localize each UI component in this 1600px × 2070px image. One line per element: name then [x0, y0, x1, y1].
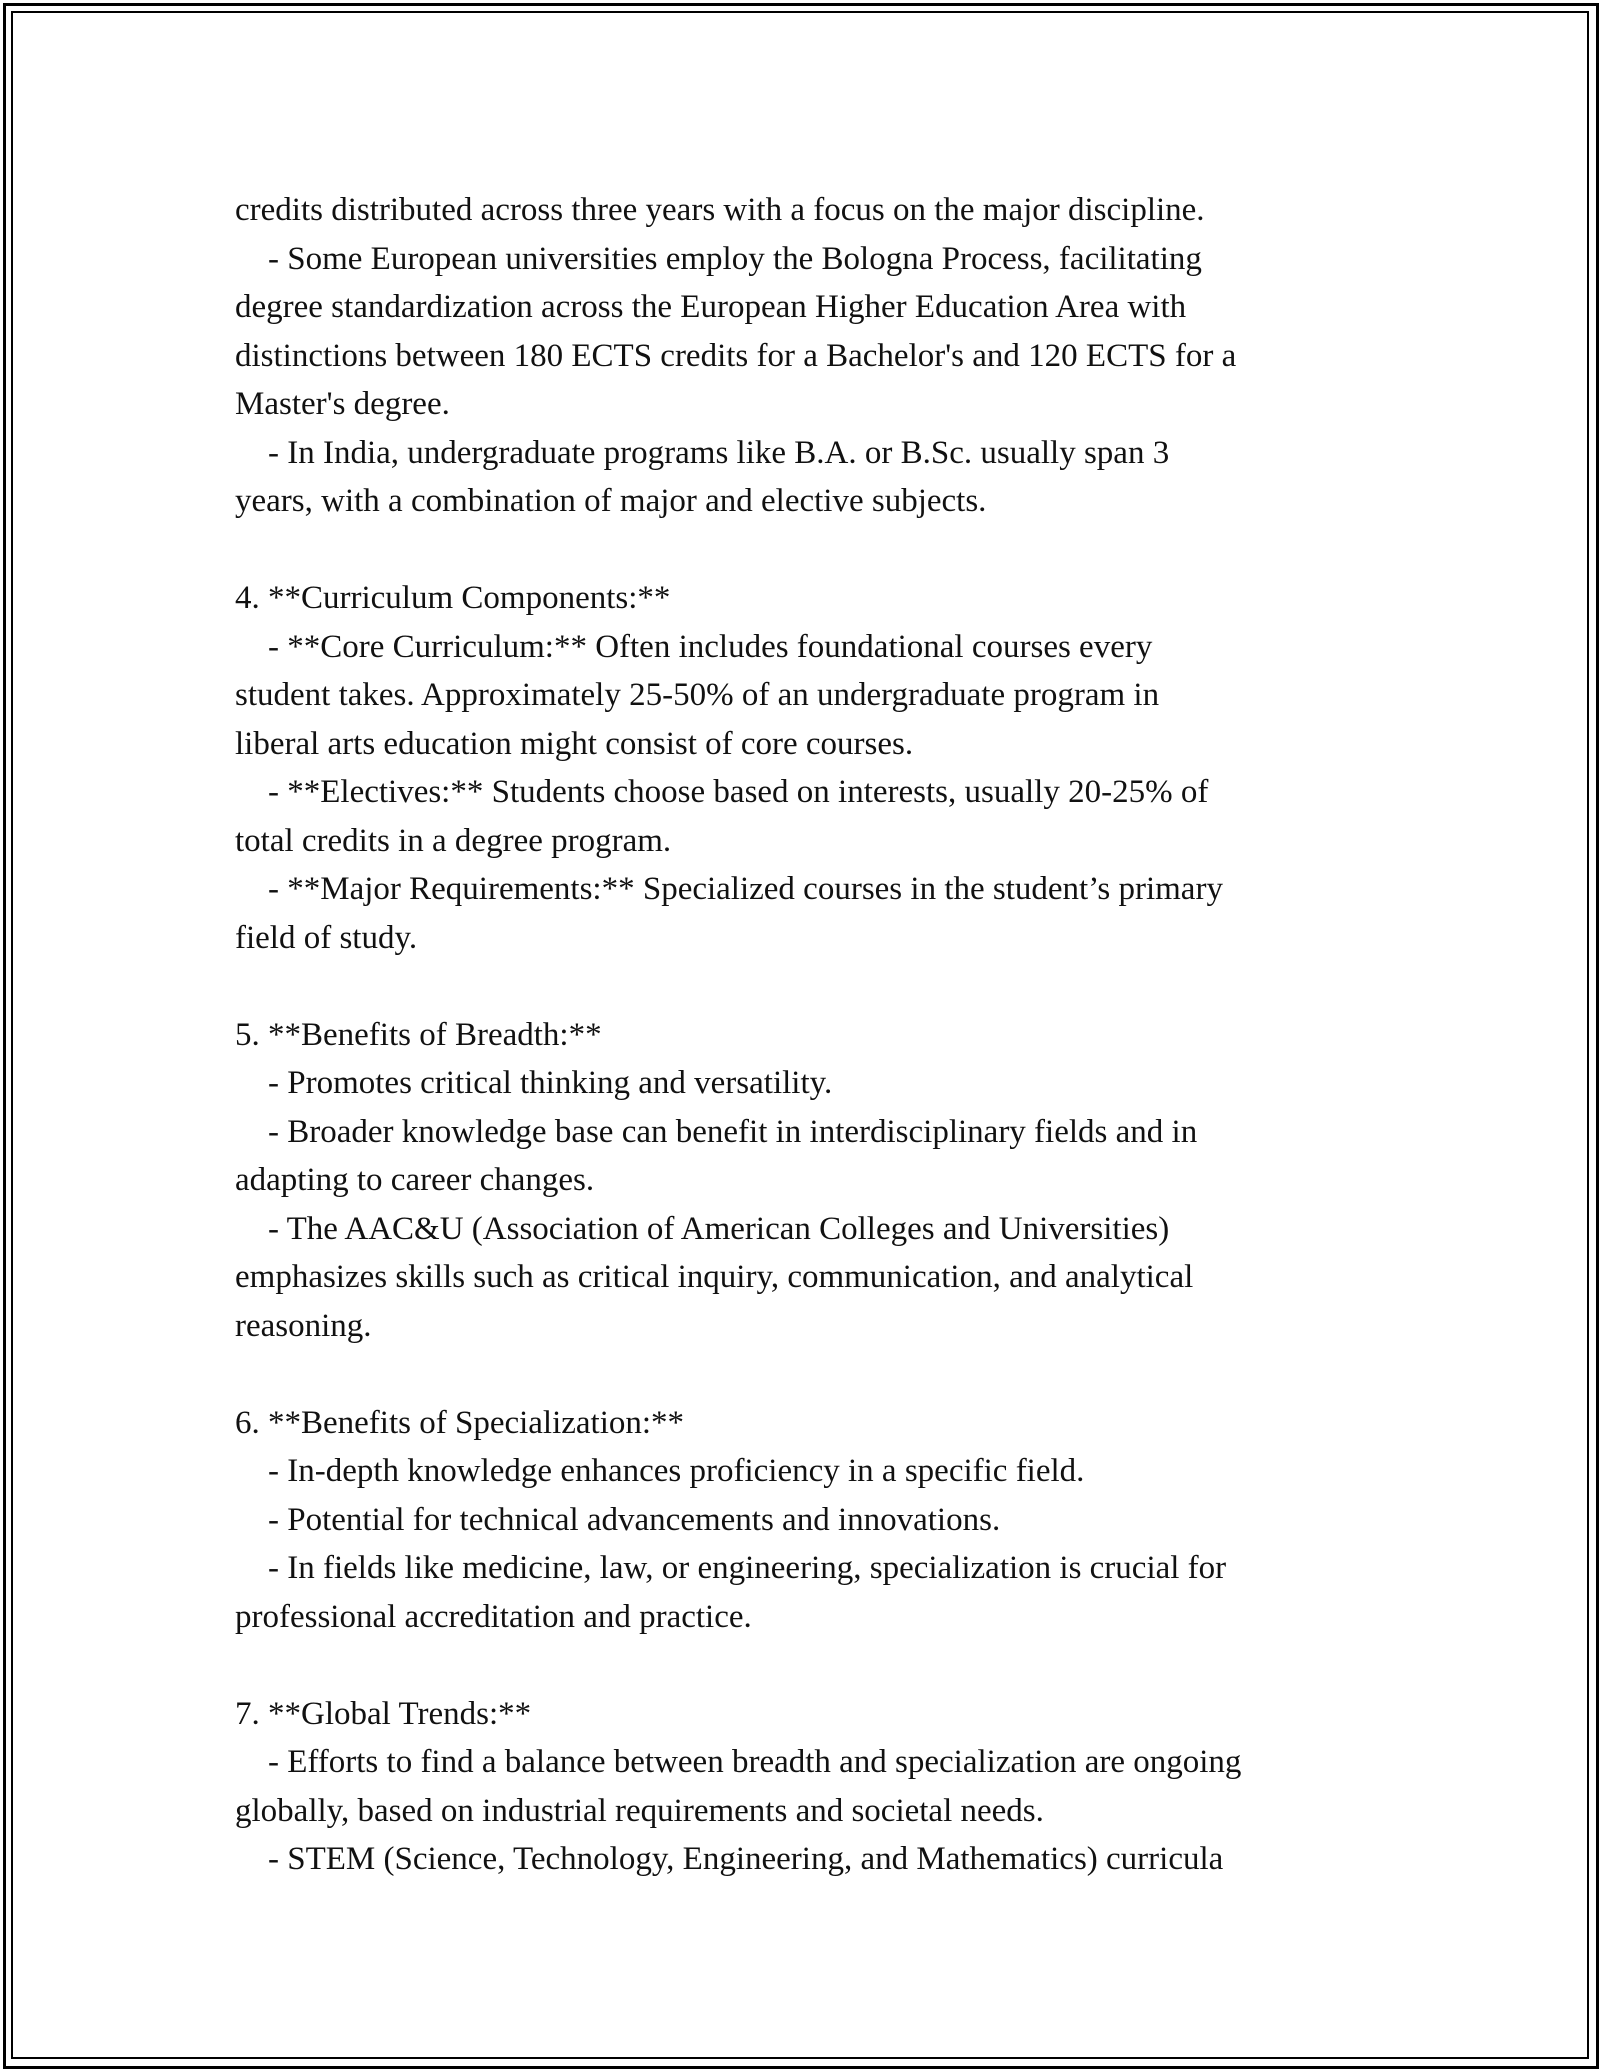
text-line: - In India, undergraduate programs like B.A. or B.Sc. usually span 3	[235, 434, 1170, 471]
text-line: globally, based on industrial requirements and societal needs.	[235, 1792, 1044, 1829]
blank-line	[235, 526, 1375, 575]
text-line: credits distributed across three years with a focus on the major discipline.	[235, 192, 1205, 228]
text-line: - **Electives:** Students choose based on interests, usually 20-25% of	[235, 774, 1209, 810]
text-line: distinctions between 180 ECTS credits for a Bachelor's and 120 ECTS for a	[235, 337, 1237, 374]
document-body	[235, 186, 1375, 1884]
text-line: total credits in a degree program.	[235, 822, 672, 859]
text-line: - Promotes critical thinking and versatility.	[235, 1065, 833, 1101]
blank-line	[235, 1350, 1375, 1399]
text-line: student takes. Approximately 25-50% of an undergraduate program in	[235, 677, 1160, 713]
text-line: adapting to career changes.	[235, 1162, 595, 1198]
text-line: - The AAC&U (Association of American Colleges and Universities)	[235, 1210, 1170, 1247]
text-line: - **Core Curriculum:** Often includes foundational courses every	[235, 628, 1153, 665]
text-line: liberal arts education might consist of core courses.	[235, 725, 914, 762]
text-line: field of study.	[235, 919, 418, 956]
text-line: - In fields like medicine, law, or engineering, specialization is crucial for	[235, 1550, 1227, 1586]
section-heading-global-trends: 7. **Global Trends:**	[235, 1695, 532, 1732]
text-line: reasoning.	[235, 1307, 372, 1344]
text-line: professional accreditation and practice.	[235, 1598, 752, 1635]
text-line: - Efforts to find a balance between breadth and specialization are ongoing	[235, 1744, 1242, 1780]
blank-line	[235, 1641, 1375, 1690]
text-line: emphasizes skills such as critical inquiry, communication, and analytical	[235, 1259, 1194, 1295]
text-line: - Some European universities employ the Bologna Process, facilitating	[235, 240, 1202, 277]
text-line: years, with a combination of major and elective subjects.	[235, 483, 987, 519]
text-line: - STEM (Science, Technology, Engineering, and Mathematics) curricula	[235, 1841, 1224, 1877]
blank-line	[235, 962, 1375, 1011]
text-line: - Broader knowledge base can benefit in interdisciplinary fields and in	[235, 1113, 1198, 1150]
text-line: - Potential for technical advancements and innovations.	[235, 1501, 1001, 1538]
section-heading-benefits-of-specialization: 6. **Benefits of Specialization:**	[235, 1404, 685, 1441]
section-heading-curriculum-components: 4. **Curriculum Components:**	[235, 580, 671, 616]
section-heading-benefits-of-breadth: 5. **Benefits of Breadth:**	[235, 1016, 602, 1053]
text-line: - **Major Requirements:** Specialized courses in the student’s primary	[235, 871, 1223, 907]
text-line: - In-depth knowledge enhances proficiency in a specific field.	[235, 1453, 1085, 1489]
text-line: degree standardization across the European Higher Education Area with	[235, 289, 1187, 325]
text-line: Master's degree.	[235, 386, 450, 422]
